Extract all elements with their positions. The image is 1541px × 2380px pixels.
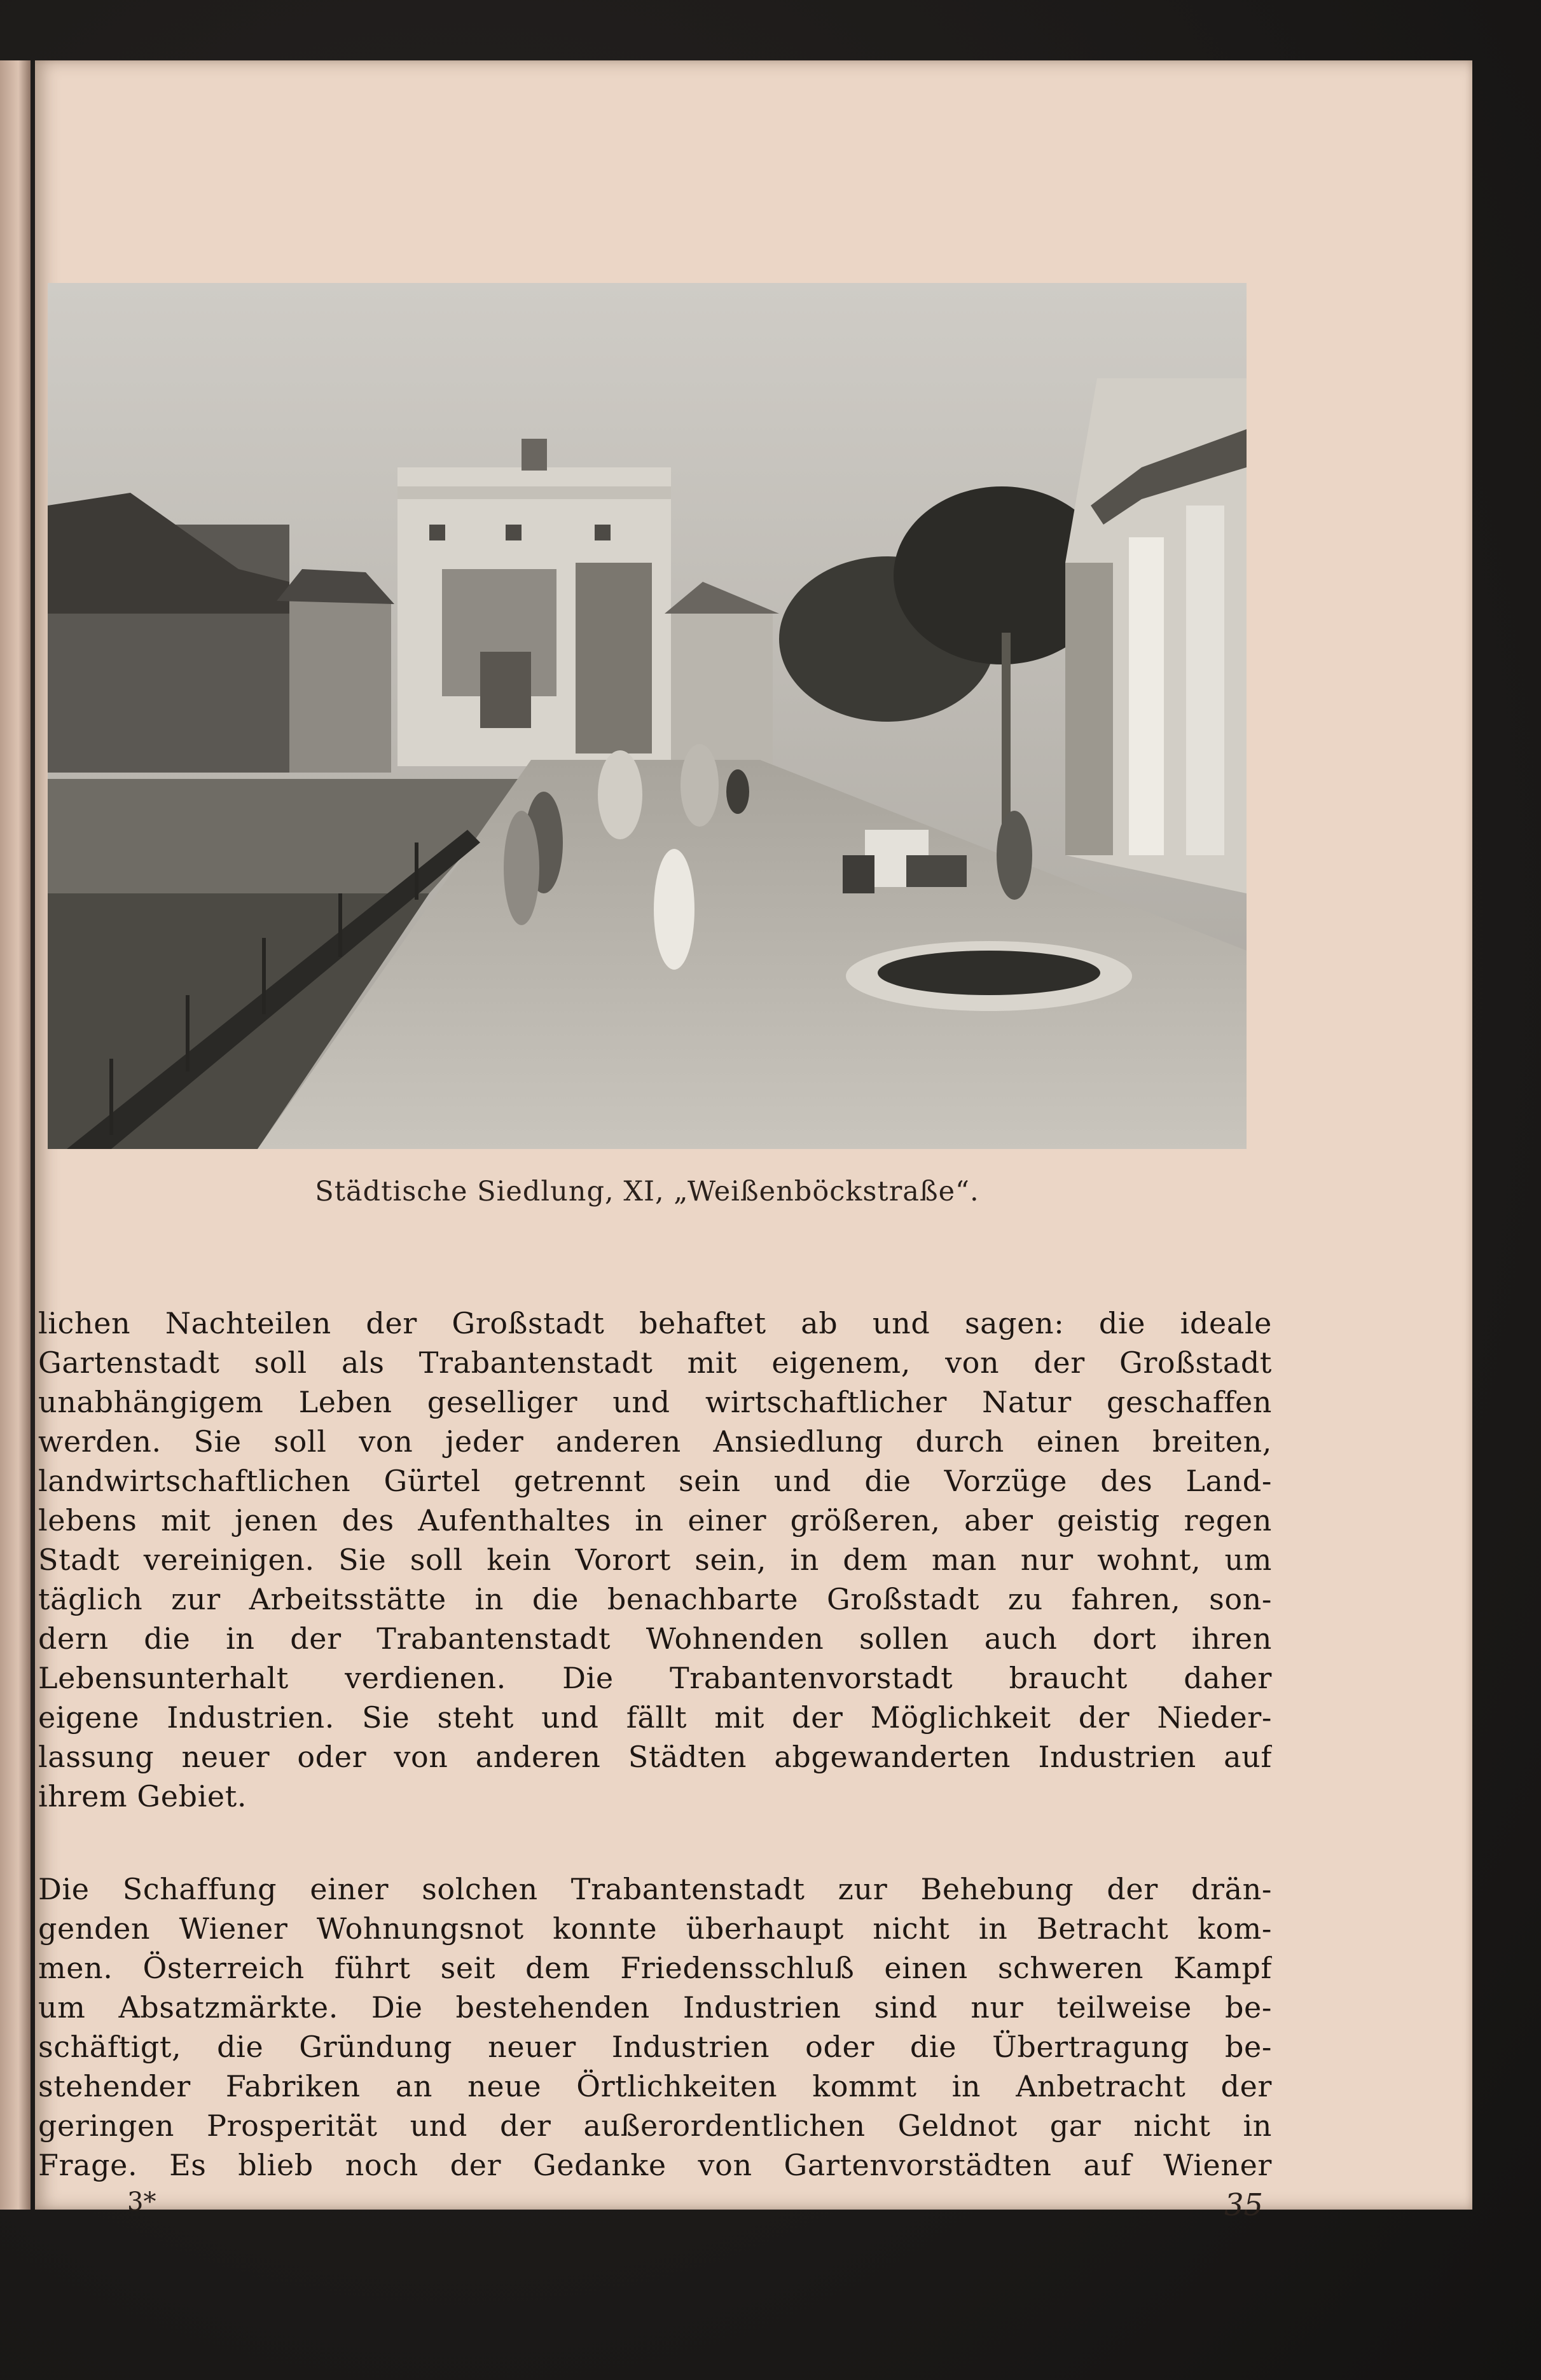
text-line: Die Schaffung einer solchen Trabantenstadt zur Behebung der drän- [38, 1872, 1272, 1906]
text-line: stehender Fabriken an neue Örtlichkeiten kommt in Anbetracht der [38, 2069, 1272, 2103]
photo-caption: Städtische Siedlung, XI, „Weißenböckstraße“. [315, 1176, 979, 1207]
text-line: um Absatzmärkte. Die bestehenden Industrien sind nur teilweise be- [38, 1990, 1272, 2025]
text-line: schäftigt, die Gründung neuer Industrien oder die Übertragung be- [38, 2030, 1272, 2064]
photograph-housing-estate [48, 283, 1247, 1149]
text-line: Frage. Es blieb noch der Gedanke von Gartenvorstädten auf Wiener [38, 2148, 1272, 2182]
text-line: men. Österreich führt seit dem Friedensschluß einen schweren Kampf [38, 1951, 1272, 1985]
text-line: unabhängigem Leben geselliger und wirtschaftlicher Natur geschaffen [38, 1385, 1272, 1419]
text-line: genden Wiener Wohnungsnot konnte überhaupt nicht in Betracht kom- [38, 1911, 1272, 1946]
body-paragraph-1 [38, 1303, 1272, 1816]
text-line: Lebensunterhalt verdienen. Die Trabantenvorstadt braucht daher [38, 1661, 1272, 1695]
text-line: geringen Prosperität und der außerordentlichen Geldnot gar nicht in [38, 2108, 1272, 2143]
text-line: täglich zur Arbeitsstätte in die benachbarte Großstadt zu fahren, son- [38, 1582, 1272, 1616]
text-line: eigene Industrien. Sie steht und fällt mit der Möglichkeit der Nieder- [38, 1700, 1272, 1735]
text-line: Stadt vereinigen. Sie soll kein Vorort sein, in dem man nur wohnt, um [38, 1543, 1272, 1577]
text-line: lichen Nachteilen der Großstadt behaftet ab und sagen: die ideale [38, 1306, 1272, 1340]
text-line: lassung neuer oder von anderen Städten abgewanderten Industrien auf [38, 1740, 1272, 1774]
signature-mark: 3* [127, 2187, 156, 2217]
text-line: dern die in der Trabantenstadt Wohnenden sollen auch dort ihren [38, 1621, 1272, 1656]
text-line: ihrem Gebiet. [38, 1779, 247, 1813]
text-line: werden. Sie soll von jeder anderen Ansiedlung durch einen breiten, [38, 1424, 1272, 1459]
body-paragraph-2 [38, 1869, 1272, 2185]
text-line: landwirtschaftlichen Gürtel getrennt sein und die Vorzüge des Land- [38, 1464, 1272, 1498]
book-page [35, 60, 1472, 2223]
left-page-edge [0, 60, 31, 2210]
page-number: 35 [1224, 2187, 1264, 2223]
text-line: lebens mit jenen des Aufenthaltes in einer größeren, aber geistig regen [38, 1503, 1272, 1537]
text-line: Gartenstadt soll als Trabantenstadt mit eigenem, von der Großstadt [38, 1345, 1272, 1380]
